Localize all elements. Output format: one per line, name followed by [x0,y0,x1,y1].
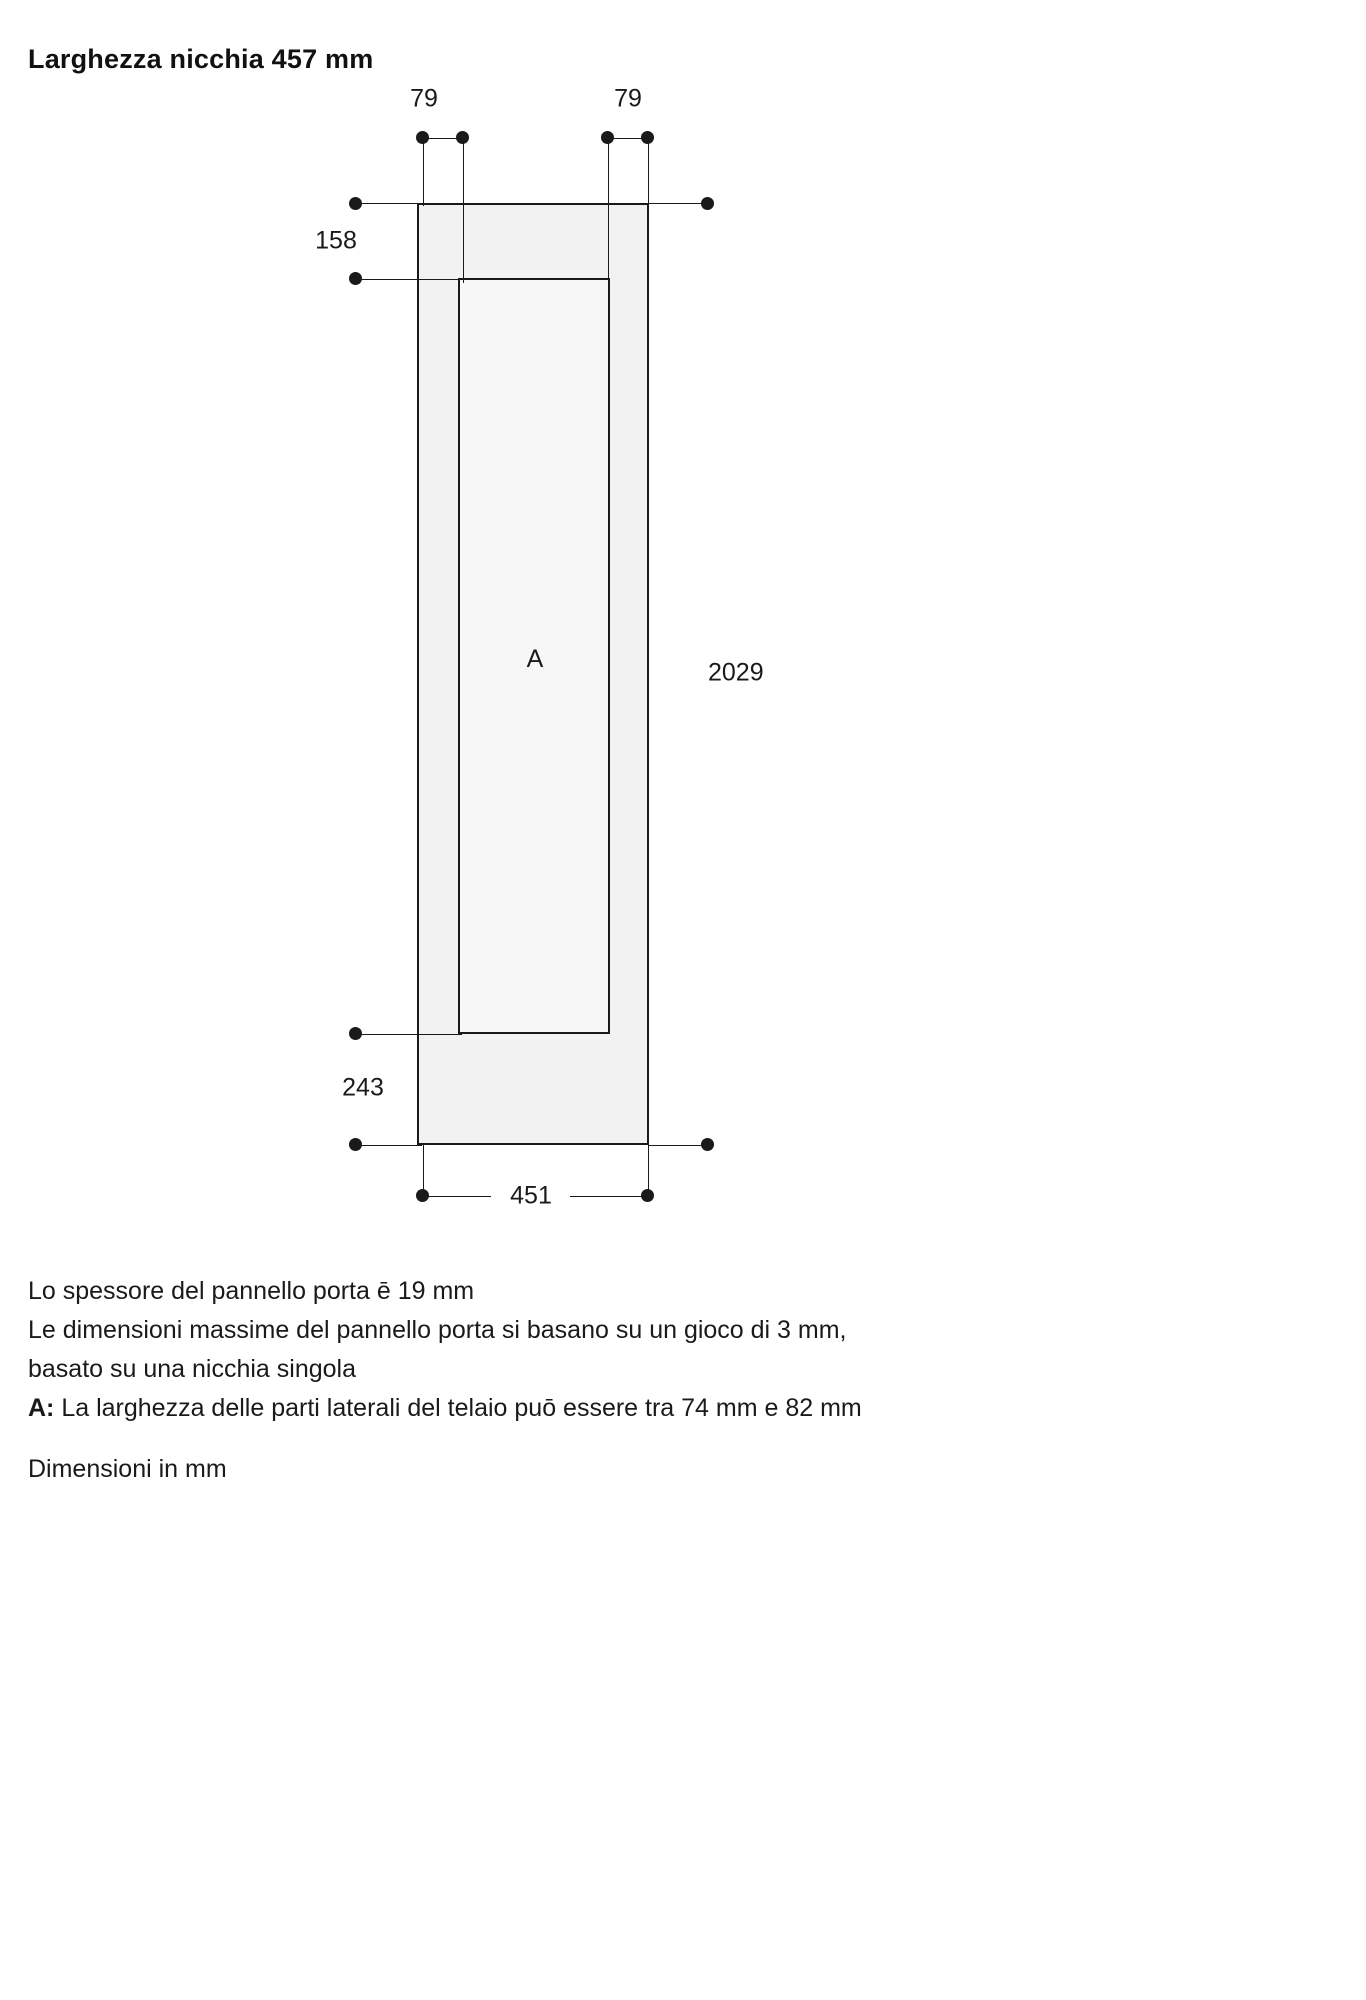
page-title: Larghezza nicchia 457 mm [28,44,374,74]
ext-line-right-2029-top [648,203,708,204]
dim-dot-left-243-b [349,1138,362,1151]
dim-line-bottom-451-b [570,1196,648,1197]
note-line-4-text: La larghezza delle parti laterali del telaio puō essere tra 74 mm e 82 mm [54,1394,862,1422]
dim-dot-bottom-a [416,1189,429,1202]
dim-label-top-left-79: 79 [410,84,438,113]
dim-dot-left-243-a [349,1027,362,1040]
dim-line-bottom-451-a [423,1196,491,1197]
dim-dot-left-158-a [349,197,362,210]
dim-dot-left-158-b [349,272,362,285]
dim-label-left-243: 243 [342,1073,384,1102]
dim-dot-top-left-b [456,131,469,144]
notes-block [28,1272,862,1428]
note-line-2: Le dimensioni massime del pannello porta si basano su un gioco di 3 mm, [28,1316,847,1344]
ext-line-top-left-1 [423,138,424,206]
dim-label-bottom-451: 451 [510,1181,552,1210]
dim-dot-top-left-a [416,131,429,144]
dim-dot-bottom-b [641,1189,654,1202]
units-note: Dimensioni in mm [28,1455,227,1483]
part-label-a: A [526,645,544,673]
note-line-4-prefix: A: [28,1394,55,1422]
dim-dot-right-2029-b [701,1138,714,1151]
note-line-3: basato su una nicchia singola [28,1355,357,1383]
ext-line-top-left-2 [463,138,464,283]
ext-line-left-243-top [362,1034,462,1035]
note-line-4 [28,1389,862,1428]
ext-line-top-right-1 [608,138,609,283]
dim-label-right-2029: 2029 [708,658,764,687]
note-line-1: Lo spessore del pannello porta ē 19 mm [28,1277,475,1305]
ext-line-top-right-2 [648,138,649,206]
ext-line-left-158-bottom [362,279,462,280]
dim-dot-right-2029-a [701,197,714,210]
dim-dot-top-right-b [641,131,654,144]
dim-dot-top-right-a [601,131,614,144]
dim-label-left-158: 158 [315,226,357,255]
ext-line-left-243-bottom [362,1145,422,1146]
ext-line-left-158-top [362,203,422,204]
ext-line-right-2029-bottom [648,1145,708,1146]
dim-label-top-right-79: 79 [614,84,642,113]
